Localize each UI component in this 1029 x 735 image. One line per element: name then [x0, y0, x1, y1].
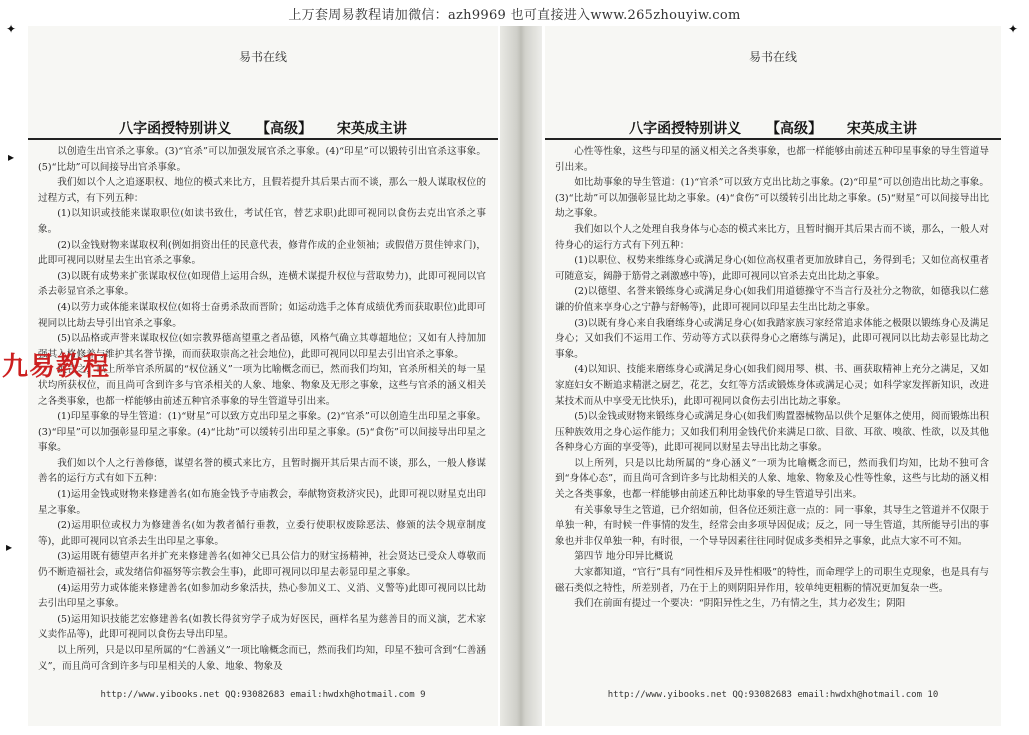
right-paragraph: 我们如以个人之处理自我身体与心态的模式来比方，且暂时搁开其后果古而不谈，那么，一般人对待身心的运行方式有下列五种： — [555, 223, 989, 251]
scan-speck-icon: ✦ — [6, 22, 17, 36]
right-title-author: 宋英成主讲 — [846, 121, 917, 137]
left-running-header: 易书在线 — [238, 50, 287, 64]
left-paragraph: (4)运用劳力或体能来修建善名(如参加动乡象活扶，热心参加义工、义消、义警等)此即可视同以比劫去引出印星之事象。 — [38, 582, 486, 610]
right-page — [545, 26, 1001, 726]
left-paragraph: (2)运用职位或权力为修建善名(如为教者循行垂教，立委行使职权废除恶法、修颁的法令规章制度等)，此即可视同以官杀去生出印星之事象。 — [38, 520, 486, 547]
right-paragraph: (2)以德望、名誉来锻练身心或满足身心(如我们用道德操守不当言行及社分之物欲，如德我以仁慈谦的价值来享身心之宁静与舒畅等)，此即可视同以印星去生出比劫之事象。 — [555, 286, 989, 313]
watermark-logo: 九易教程 — [2, 352, 111, 382]
right-paragraph: (3)以既有身心来自我磨练身心或满足身心(如我踏家族习家经常追求体能之极限以锻练身心及满足身心；又如我们不运用工作、劳动等方式以获得身心之磨练与满足)，此即可视同以比劫去彰显比劫之事象。 — [555, 317, 989, 360]
left-paragraph: 我们如以个人之行善修德，谋望名誉的模式来比方，且暂时搁开其后果古而不谈，那么，一般人修谋善名的运行方式有如下五种： — [38, 457, 486, 485]
left-paragraph: (1)以知识或技能来谋取职位(如读书致仕，考试任官，替艺求职)此即可视同以食伤去克出官杀之事象。 — [38, 208, 486, 235]
right-paragraph: 有关事象导生之管道，已介绍如前，但各位还须注意一点的：同一事象，其导生之管道并不仅限于单独一种，有时候一件事情的发生，经常会由多项导因促成；反之，同一导生管道，其所能导引出的事象也并非仅单独一种，有时很，一个导导因素往往同时促成多类相异之事象，此点大家不可不知。 — [555, 504, 989, 547]
right-paragraph: (1)以职位、权势来维练身心或满足身心(如位高权重者更加放肆自己，务得到毛；又如位高权重者可随意妄，阔静于筋骨之剥激感中等)，此即可视同以官杀去克出比劫之事象。 — [555, 255, 989, 282]
scan-speck-icon: ✦ — [1008, 22, 1019, 36]
left-paragraph: (5)运用知识技能艺宏修建善名(如教长得贫穷学子成为好医民，画样名星为慈善目的而义演，艺术家义卖作品等)，此即可视同以食伤去导出印星。 — [38, 613, 486, 641]
left-paragraph: (4)以劳力或体能来谋取权位(如将士奋勇杀敌而晋阶；如运动选手之体育成绩优秀而获取职位)此即可视同以比劫去导引出官杀之事象。 — [38, 301, 486, 329]
right-body-text — [555, 144, 989, 612]
left-title-grade: 【高级】 — [256, 121, 312, 137]
left-title-main: 八字函授特别讲义 — [119, 121, 232, 137]
right-paragraph: 大家都知道，“官行”具有“同性相斥及异性相吸”的特性，而命理学上的司职生克现象，也是具有与磁石类似之特性，所差别者，乃在于上的则阴阳异作用，较单纯更粗粝的情况更加复杂一些。 — [555, 567, 989, 594]
right-title-main: 八字函授特别讲义 — [629, 121, 742, 137]
left-paragraph: (3)以既有成势来扩张谋取权位(如现借上运用合纵，连横术谋提升权位与营取势力)，此即可视同以官杀去彰显官杀之事象。 — [38, 270, 486, 298]
right-title — [545, 118, 1001, 138]
right-paragraph: (4)以知识、技能来磨练身心或满足身心(如我们阅用琴、棋、书、画获取精神上充分之满足，又如家庭妇女不断追求精湛之厨艺，花艺，女红等方活或锻炼身体或满足心灵；如科学家发挥新知识，改进某技术而从中享受无比快乐)，此即可视同以食伤去引出比劫之事象。 — [555, 364, 989, 407]
left-paragraph: (1)印星事象的导生管道：(1)“财星”可以致方克出印星之事象。(2)“官杀”可以创造生出印星之事象。(3)“印星”可以加强彰显印星之事象。(4)“比劫”可以缓转引出印星之事象。(5)“食伤”可以间接导出印星之事象。 — [38, 411, 486, 454]
right-paragraph: (5)以金钱或财物来锻练身心或满足身心(如我们购置器械物品以供个足躯体之使用，阅而锻炼出积压种族效用之身心运作能力；又如我们利用金钱代价来满足口欲、目欲、耳欲、嗅欲、性欲，以及其他各种身心方面的享受等)，此即可视同以财星去导出比劫之事象。 — [555, 411, 989, 454]
right-paragraph: 心性等性象，这些与印星的涵义相关之各类事象，也都一样能够由前述五种印星事象的导生管道导引出来。 — [555, 146, 989, 173]
right-running-header: 易书在线 — [748, 50, 797, 64]
left-paragraph: 换言之，以上所举官杀所属的“权位涵义”一项为比喻概念而已，然而我们均知，官杀所相关的每一星状均所获权位，而且尚可含到许多与官杀相关的人象、地象、物象及无形之事象，这些与官杀的涵义相关之各类事象，也都一样能够由前述五种官杀事象的导生管道导引出来。 — [38, 364, 486, 407]
left-paragraph: (5)以品格或声誉来谋取权位(如宗教界德高望重之者品德，风格气确立其尊超地位；又如有人持加加强其入格修养与维护其名誉节操，而而获取崇高之社会地位)，此即可视同以印星去引出官杀之事象。 — [38, 333, 486, 360]
book-gutter — [500, 26, 542, 726]
right-section-heading: 第四节 地分印异比概说 — [574, 551, 674, 563]
left-paragraph: 以创造生出官杀之事象。(3)“官杀”可以加强发展官杀之事象。(4)“印星”可以锻转引出官杀这事象。(5)“比劫”可以间接导出官杀事象。 — [38, 146, 486, 173]
left-paragraph: 以上所列，只是以印星所属的“仁善涵义”一项比喻概念而已，然而我们均知，印星不独可含到“仁善涵义”，而且尚可含到许多与印星相关的人象、地象、物象及 — [38, 645, 486, 672]
left-title-author: 宋英成主讲 — [336, 121, 407, 137]
left-body-text — [38, 144, 486, 674]
right-footer: http://www.yibooks.net QQ:93082683 email:hwdxh@hotmail.com 10 — [607, 690, 939, 700]
left-footer: http://www.yibooks.net QQ:93082683 email:hwdxh@hotmail.com 9 — [100, 690, 426, 700]
right-title-grade: 【高级】 — [766, 121, 822, 137]
right-paragraph: 如比劫事象的导生管道：(1)“官杀”可以致方克出比劫之事象。(2)“印星”可以创造出比劫之事象。(3)“比劫”可以加强彰显比劫之事象。(4)“食伤”可以缓转引出比劫之事象。(5)“财星”可以间接导出比劫之事象。 — [555, 177, 989, 220]
right-title-rule — [545, 138, 1001, 140]
left-paragraph: (1)运用金钱或财物来修建善名(如布施金钱予寺庙教会，奉献物资救济灾民)，此即可视以财星克出印星之事象。 — [38, 489, 486, 516]
top-banner: 上万套周易教程请加微信：azh9969 也可直接进入www.265zhouyiw.com — [288, 8, 741, 23]
scan-speck-icon: ▸ — [6, 540, 13, 554]
scan-speck-icon: ▸ — [8, 150, 15, 164]
left-title — [28, 118, 498, 138]
left-title-rule — [28, 138, 498, 140]
left-paragraph: (2)以金钱财物来谋取权利(例如捐资出任的民意代表，修背作成的企业领袖；或假借万贯佳钟求门)，此即可视同以财星去生出官杀之事象。 — [38, 239, 486, 267]
left-paragraph: (3)运用既有德望声名并扩充来修建善名(如神父已具公信力的财宝扬精神，社会贤达已受众人尊敬而仍不断造福社会，或发绪信仰福努等宗教会生事)，此即可视同以印星去彰显印星之事象。 — [38, 551, 486, 579]
right-paragraph: 我们在前面有提过一个要决：“阴阳异性之生，乃有情之生，其力必发生；阴阳 — [574, 598, 906, 610]
left-paragraph: 我们如以个人之追逐职权、地位的模式来比方，且假若提升其后果古而不谈，那么一般人谋取权位的过程方式，有下列五种： — [38, 177, 486, 204]
right-paragraph: 以上所列，只是以比劫所属的“身心涵义”一项为比喻概念而已，然而我们均知，比劫不独可含到“身体心态”，而且尚可含到许多与比劫相关的人象、地象、物象及心性等性象，这些与比劫的涵义相关之各类事象，也都一样能够由前述五种比劫事象的导生管道导引出来。 — [555, 457, 989, 501]
